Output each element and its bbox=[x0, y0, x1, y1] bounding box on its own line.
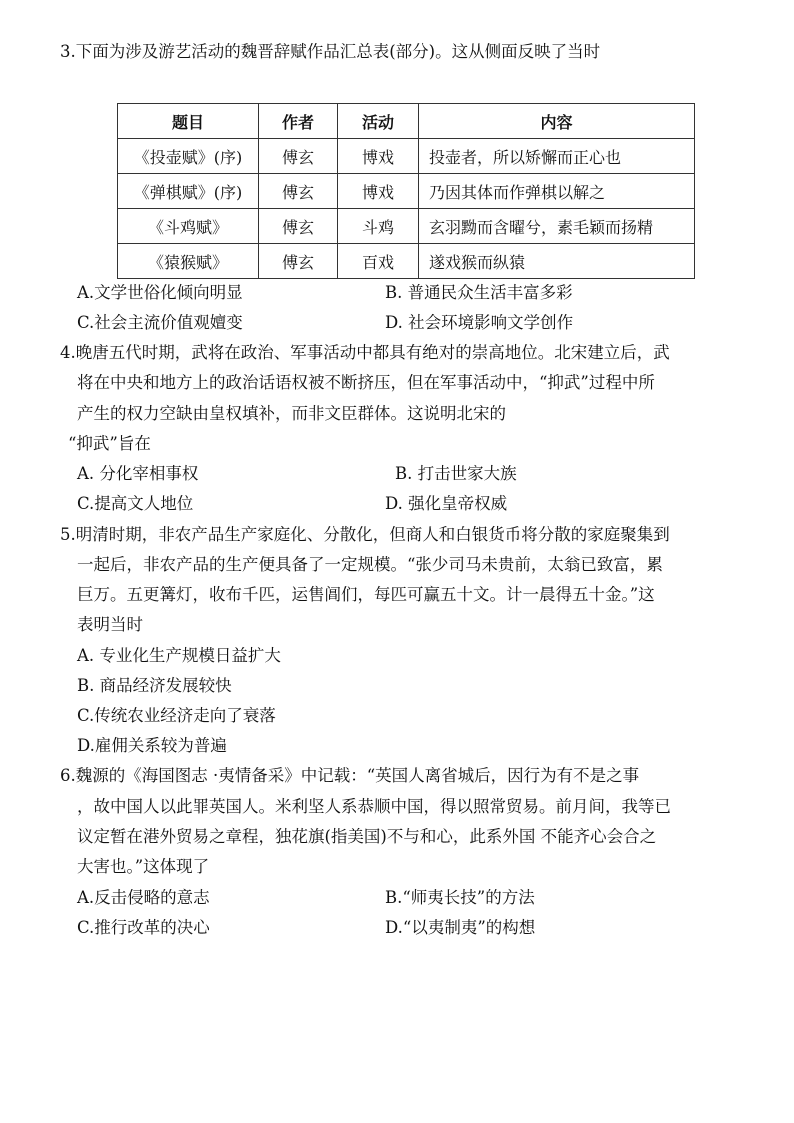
table-cell-author: 傅玄 bbox=[259, 244, 338, 279]
q4-line-4: “抑武”旨在 bbox=[68, 434, 151, 453]
table-cell-content: 遂戏猴而纵猿 bbox=[419, 244, 695, 279]
table-cell-title: 《弹棋赋》(序) bbox=[118, 174, 259, 209]
q3-option-c: C.社会主流价值观嬗变 bbox=[77, 313, 243, 332]
q5-line-3: 巨万。五更篝灯，收布千匹，运售阊们，每匹可赢五十文。计一晨得五十金。”这 bbox=[77, 585, 655, 604]
q5-option-c: C.传统农业经济走向了衰落 bbox=[77, 706, 276, 725]
table-header-author: 作者 bbox=[259, 104, 338, 139]
table-row bbox=[118, 139, 695, 174]
table-row bbox=[118, 209, 695, 244]
q5-line-2: 一起后，非农产品的生产便具备了一定规模。“张少司马未贵前，太翁已致富，累 bbox=[77, 555, 663, 574]
q5-option-b: B. 商品经济发展较快 bbox=[77, 676, 232, 695]
q6-option-d: D.“以夷制夷”的构想 bbox=[385, 918, 536, 937]
q6-line-2: ，故中国人以此罪英国人。米利坚人系恭顺中国，得以照常贸易。前月间，我等已 bbox=[77, 797, 671, 816]
q6-line-1: 6.魏源的《海国图志 ·夷情备采》中记载：“英国人离省城后，因行为有不是之事 bbox=[60, 766, 640, 785]
table-cell-content: 乃因其体而作弹棋以解之 bbox=[419, 174, 695, 209]
table-cell-activity: 博戏 bbox=[338, 139, 419, 174]
table-row bbox=[118, 244, 695, 279]
table-cell-content: 玄羽黝而含曜兮，素毛颖而扬精 bbox=[419, 209, 695, 244]
q4-line-3: 产生的权力空缺由皇权填补，而非文臣群体。这说明北宋的 bbox=[77, 404, 506, 423]
q6-line-4: 大害也。”这体现了 bbox=[77, 857, 210, 876]
q6-option-a: A.反击侵略的意志 bbox=[77, 888, 210, 907]
table-row bbox=[118, 174, 695, 209]
q4-option-d: D. 强化皇帝权威 bbox=[385, 494, 508, 513]
table-cell-activity: 博戏 bbox=[338, 174, 419, 209]
table-header-activity: 活动 bbox=[338, 104, 419, 139]
q5-option-d: D.雇佣关系较为普遍 bbox=[77, 736, 227, 755]
table-cell-content: 投壶者，所以矫懈而正心也 bbox=[419, 139, 695, 174]
table-header-content: 内容 bbox=[419, 104, 695, 139]
q6-option-c: C.推行改革的决心 bbox=[77, 918, 210, 937]
q5-line-4: 表明当时 bbox=[77, 615, 143, 634]
q4-option-b: B. 打击世家大族 bbox=[395, 464, 517, 483]
table-cell-activity: 百戏 bbox=[338, 244, 419, 279]
q3-option-a: A.文学世俗化倾向明显 bbox=[77, 283, 243, 302]
table-cell-author: 傅玄 bbox=[259, 209, 338, 244]
q4-option-c: C.提高文人地位 bbox=[77, 494, 194, 513]
q4-option-a: A. 分化宰相事权 bbox=[77, 464, 199, 483]
table-cell-title: 《猿猴赋》 bbox=[118, 244, 259, 279]
q5-option-a: A. 专业化生产规模日益扩大 bbox=[77, 646, 281, 665]
q3-summary-table bbox=[117, 103, 695, 279]
table-header-title: 题目 bbox=[118, 104, 259, 139]
q3-stem: 3.下面为涉及游艺活动的魏晋辞赋作品汇总表(部分)。这从侧面反映了当时 bbox=[60, 42, 601, 61]
table-cell-title: 《斗鸡赋》 bbox=[118, 209, 259, 244]
q6-line-3: 议定暂在港外贸易之章程，独花旗(指美国)不与和心，此系外国 不能齐心会合之 bbox=[77, 827, 657, 846]
table-cell-author: 傅玄 bbox=[259, 174, 338, 209]
q3-option-d: D. 社会环境影响文学创作 bbox=[385, 313, 574, 332]
table-cell-author: 傅玄 bbox=[259, 139, 338, 174]
q4-line-2: 将在中央和地方上的政治话语权被不断挤压，但在军事活动中，“抑武”过程中所 bbox=[77, 373, 655, 392]
q6-option-b: B.“师夷长技”的方法 bbox=[385, 888, 535, 907]
table-header-row bbox=[118, 104, 695, 139]
q3-option-b: B. 普通民众生活丰富多彩 bbox=[385, 283, 573, 302]
q4-line-1: 4.晚唐五代时期，武将在政治、军事活动中都具有绝对的崇高地位。北宋建立后，武 bbox=[60, 343, 670, 362]
q5-line-1: 5.明清时期，非农产品生产家庭化、分散化，但商人和白银货币将分散的家庭聚集到 bbox=[60, 525, 670, 544]
table-cell-activity: 斗鸡 bbox=[338, 209, 419, 244]
table-cell-title: 《投壶赋》(序) bbox=[118, 139, 259, 174]
